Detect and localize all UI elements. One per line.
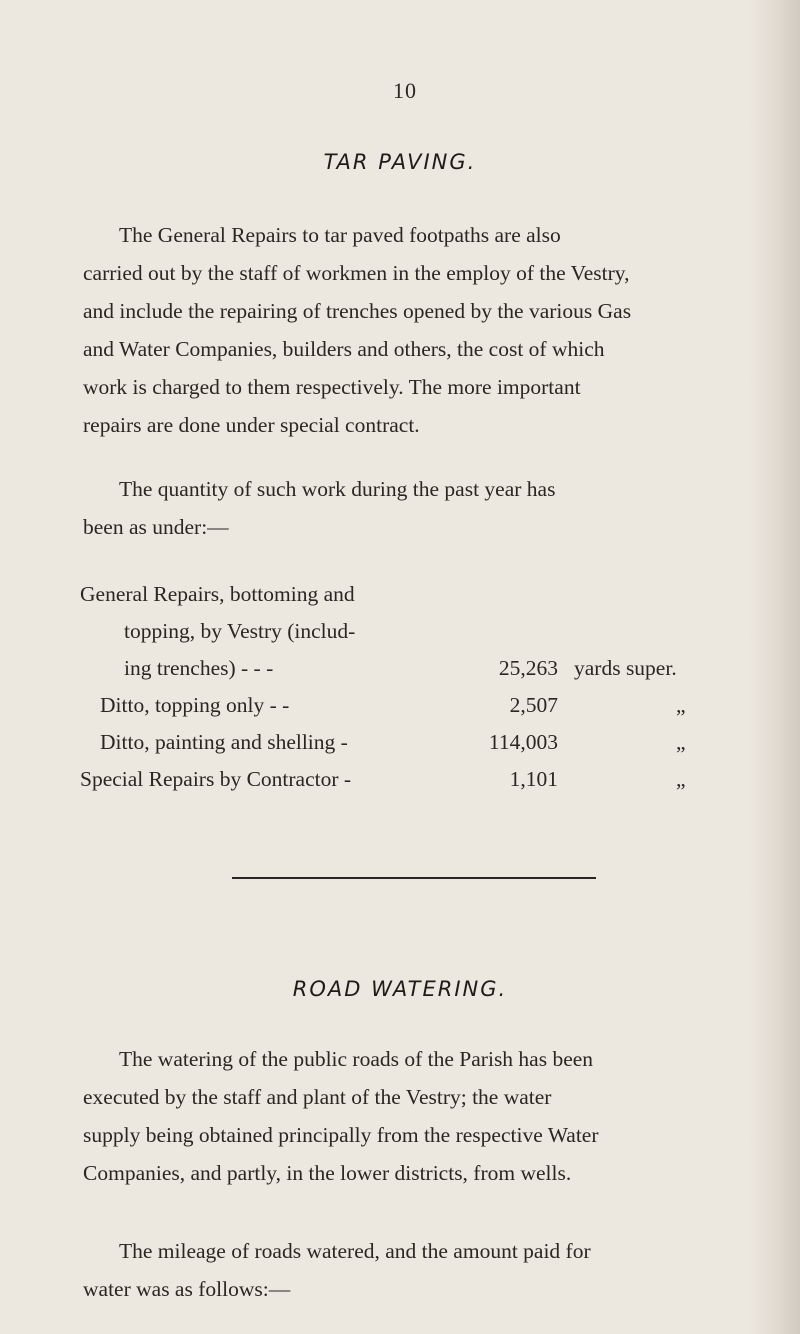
table-row — [80, 730, 770, 767]
table-row — [80, 582, 770, 619]
row-quantity: 2,507 — [509, 693, 558, 717]
tar-paving-quantities-table — [80, 582, 770, 804]
table-row — [80, 656, 770, 693]
row-unit: yards super. — [574, 656, 677, 680]
table-row — [80, 693, 770, 730]
paragraph-line: supply being obtained principally from the respective Water — [83, 1123, 599, 1147]
paragraph-line: work is charged to them respectively. The more important — [83, 375, 581, 399]
page-number: 10 — [393, 78, 417, 103]
row-quantity: 1,101 — [509, 767, 558, 791]
paragraph-line: The mileage of roads watered, and the amount paid for — [119, 1239, 591, 1263]
row-description-line: Special Repairs by Contractor - — [80, 767, 352, 791]
row-quantity: 114,003 — [488, 730, 558, 754]
tar-paving-paragraph-1 — [83, 216, 763, 444]
paragraph-line: The quantity of such work during the past year has — [119, 477, 556, 501]
tar-paving-paragraph-2 — [83, 470, 763, 546]
row-description-line: Ditto, topping only - - — [100, 693, 290, 717]
paragraph-line: repairs are done under special contract. — [83, 413, 420, 437]
row-unit: „ — [676, 730, 686, 754]
road-watering-paragraph-1 — [83, 1040, 763, 1192]
paragraph-line: been as under:— — [83, 515, 229, 539]
paragraph-line: Companies, and partly, in the lower districts, from wells. — [83, 1161, 572, 1185]
row-description-line: topping, by Vestry (includ- — [124, 619, 356, 643]
row-description-line: Ditto, painting and shelling - — [100, 730, 348, 754]
row-description-line: General Repairs, bottoming and — [80, 582, 355, 606]
row-unit: „ — [676, 767, 686, 791]
row-description-line: ing trenches) - - - — [124, 656, 274, 680]
paragraph-line: carried out by the staff of workmen in the employ of the Vestry, — [83, 261, 630, 285]
paragraph-line: water was as follows:— — [83, 1277, 291, 1301]
section-divider — [232, 877, 596, 879]
paragraph-line: The watering of the public roads of the Parish has been — [119, 1047, 594, 1071]
paragraph-line: and Water Companies, builders and others, the cost of which — [83, 337, 605, 361]
section-title-road-watering: ROAD WATERING. — [292, 977, 508, 1001]
paragraph-line: and include the repairing of trenches opened by the various Gas — [83, 299, 632, 323]
road-watering-paragraph-2 — [83, 1232, 763, 1308]
row-quantity: 25,263 — [498, 656, 558, 680]
section-title-tar-paving: TAR PAVING. — [323, 150, 477, 174]
table-row — [80, 767, 770, 804]
paragraph-line: executed by the staff and plant of the Vestry; the water — [83, 1085, 552, 1109]
table-row — [80, 619, 770, 656]
paragraph-line: The General Repairs to tar paved footpaths are also — [119, 223, 561, 247]
row-unit: „ — [676, 693, 686, 717]
